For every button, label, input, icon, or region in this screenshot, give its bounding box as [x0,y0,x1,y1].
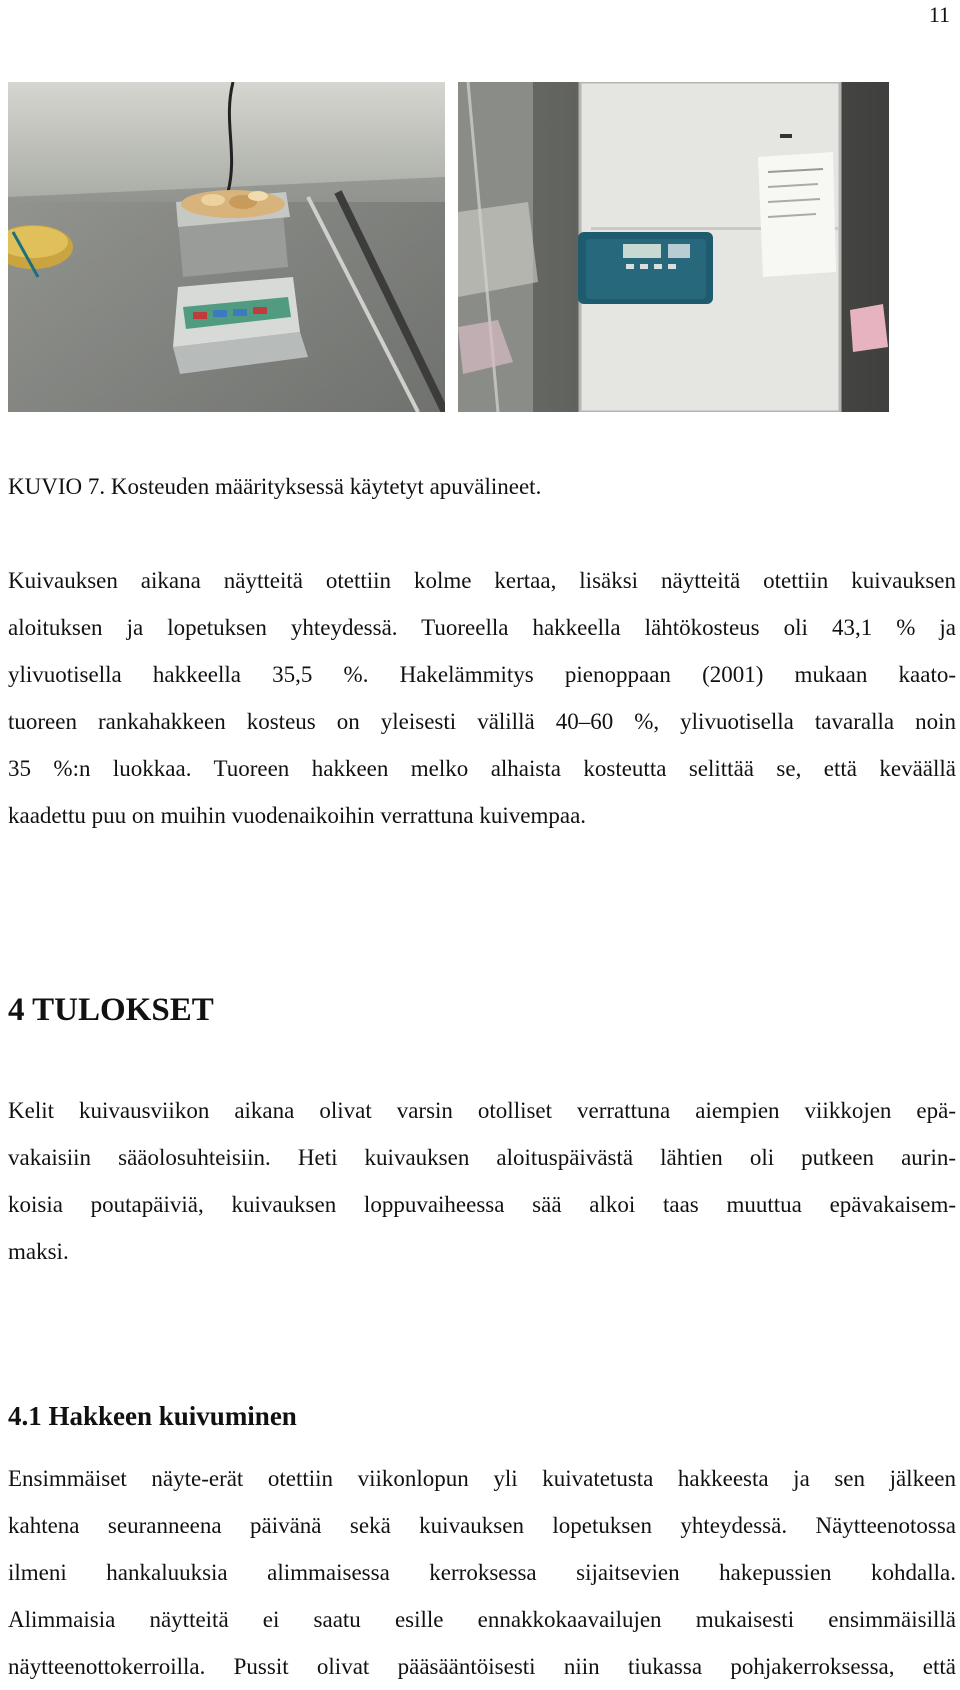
photo-scale [8,82,445,412]
text-line: Alimmaisia näytteitä ei saatu esille ennakkokaavailujen mukaisesti ensimmäisillä [8,1607,956,1632]
section-heading: 4 TULOKSET [8,992,214,1028]
text-line: aloituksen ja lopetuksen yhteydessä. Tuoreella hakkeella lähtökosteus oli 43,1 % ja [8,615,956,640]
text-line: ilmeni hankaluuksia alimmaisessa kerroksessa sijaitsevien hakepussien kohdalla. [8,1560,956,1585]
figure-caption: KUVIO 7. Kosteuden määrityksessä käytetyt apuvälineet. [8,474,542,499]
text-line: kahtena seuranneena päivänä sekä kuivauksen lopetuksen yhteydessä. Näytteenotossa [8,1513,956,1538]
paragraph [8,1087,956,1275]
text-line: vakaisiin sääolosuhteisiin. Heti kuivauksen aloituspäivästä lähtien oli putkeen aurin- [8,1145,956,1170]
text-line: ylivuotisella hakkeella 35,5 %. Hakelämmitys pienoppaan (2001) mukaan kaato- [8,662,956,687]
photo-oven [458,82,889,412]
subsection-heading: 4.1 Hakkeen kuivuminen [8,1401,297,1431]
text-line: 35 %:n luokkaa. Tuoreen hakkeen melko alhaista kosteutta selittää se, että keväällä [8,756,956,781]
text-line: maksi. [8,1239,69,1264]
page-number: 11 [928,2,950,27]
text-line: Ensimmäiset näyte-erät otettiin viikonlopun yli kuivatetusta hakkeesta ja sen jälkeen [8,1466,956,1491]
text-line: tuoreen rankahakkeen kosteus on yleisesti välillä 40–60 %, ylivuotisella tavaralla noin [8,709,956,734]
text-line: Kelit kuivausviikon aikana olivat varsin otolliset verrattuna aiempien viikkojen epä- [8,1098,956,1123]
text-line: näytteenottokerroilla. Pussit olivat pääsääntöisesti niin tiukassa pohjakerroksessa, että [8,1654,956,1679]
text-line: koisia poutapäiviä, kuivauksen loppuvaiheessa sää alkoi taas muuttua epävakaisem- [8,1192,956,1217]
paragraph [8,557,956,839]
text-line: kaadettu puu on muihin vuodenaikoihin verrattuna kuivempaa. [8,803,587,828]
text-line: Kuivauksen aikana näytteitä otettiin kolme kertaa, lisäksi näytteitä otettiin kuivauksen [8,568,956,593]
paragraph [8,1455,956,1690]
